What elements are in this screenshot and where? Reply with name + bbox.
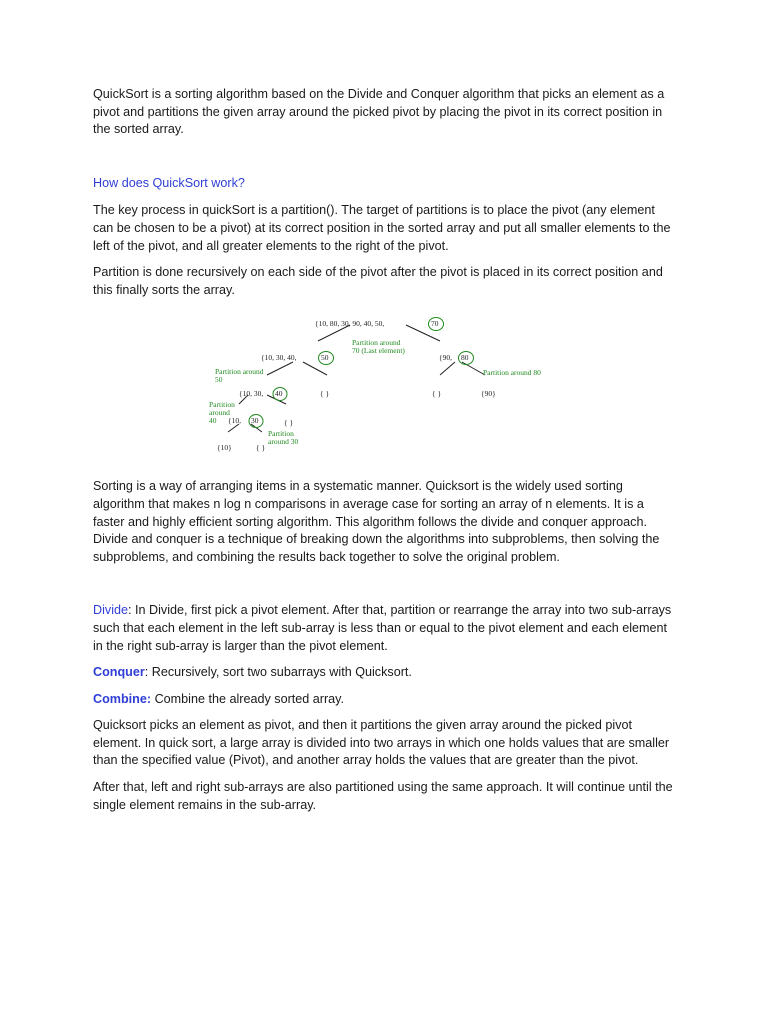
paragraph-sorting: Sorting is a way of arranging items in a systematic manner. Quicksort is the widely used sorting algorithm that makes n log n comparisons in average case for sorting an array of n elements. It is a faster and highly efficient sorting algorithm. This algorithm follows the divide and conquer approach. Divide and conquer is a technique of breaking down the algorithms into subproblems, then solving the subproblems, and combining the results back together to solve the original problem. bbox=[93, 479, 660, 564]
paragraph-partition: The key process in quickSort is a partition(). The target of partitions is to place the pivot (any element can be chosen to be a pivot) at its correct position in the sorted array and put all smaller elements to the left of the pivot, and all greater elements to the right of the pivot. bbox=[93, 203, 671, 253]
lll-array: {10, bbox=[228, 416, 241, 426]
label-partition-30-line1: Partition bbox=[268, 429, 294, 439]
label-partition-50-line2: 50 bbox=[215, 375, 223, 385]
edge-right-rl bbox=[440, 362, 455, 375]
term-conquer: Conquer bbox=[93, 665, 145, 680]
label-partition-50-line1: Partition around bbox=[215, 367, 264, 377]
paragraph-combine bbox=[93, 691, 678, 709]
document-page bbox=[93, 86, 678, 814]
quicksort-diagram-container bbox=[93, 308, 678, 478]
ll-pivot: 40 bbox=[275, 389, 283, 399]
term-divide: Divide bbox=[93, 603, 128, 618]
root-array: {10, 80, 30, 90, 40, 50, bbox=[315, 319, 385, 329]
label-partition-70-line1: Partition around bbox=[352, 338, 401, 348]
edge-lll-leaf10 bbox=[228, 424, 239, 432]
leaf-empty: { } bbox=[256, 443, 266, 453]
label-partition-70-line2: 70 (Last element) bbox=[352, 346, 405, 356]
divide-text: : In Divide, first pick a pivot element. After that, partition or rearrange the array into two sub-arrays such that each element in the left sub-array is less than or equal to the pivot element and each element in the right sub-array is larger than the pivot element. bbox=[93, 603, 672, 653]
term-combine: Combine: bbox=[93, 691, 152, 706]
paragraph-recursive: Partition is done recursively on each side of the pivot after the pivot is placed in its correct position and this finally sorts the array. bbox=[93, 265, 663, 297]
paragraph-pivot: Quicksort picks an element as pivot, and then it partitions the given array around the picked pivot element. In quick sort, a large array is divided into two arrays in which one holds values that are smaller than the specified value (Pivot), and another array holds the values that are greater than the pivot. bbox=[93, 718, 670, 768]
label-partition-40-line1: Partition bbox=[209, 400, 235, 410]
left-pivot: 50 bbox=[321, 353, 329, 363]
conquer-text: : Recursively, sort two subarrays with Quicksort. bbox=[144, 665, 412, 680]
left-array: {10, 30, 40, bbox=[261, 353, 297, 363]
combine-text: Combine the already sorted array. bbox=[151, 691, 345, 706]
rl-empty: { } bbox=[432, 389, 442, 399]
ll-array: {10, 30, bbox=[239, 389, 264, 399]
llr-empty: { } bbox=[284, 418, 294, 428]
lr-empty: { } bbox=[320, 389, 330, 399]
label-partition-30-line2: around 30 bbox=[268, 437, 299, 447]
edge-right-rr bbox=[462, 362, 485, 375]
edge-lll-leafempty bbox=[251, 424, 262, 432]
paragraph-divide bbox=[93, 602, 678, 655]
paragraph-conquer bbox=[93, 664, 678, 682]
leaf-10: {10} bbox=[217, 443, 232, 453]
intro-paragraph: QuickSort is a sorting algorithm based on the Divide and Conquer algorithm that picks an element as a pivot and partitions the given array around the picked pivot by placing the pivot in its correct position in the sorted array. bbox=[93, 87, 665, 137]
edge-left-ll bbox=[267, 362, 293, 375]
section-heading: How does QuickSort work? bbox=[93, 175, 245, 190]
right-pivot: 80 bbox=[461, 353, 469, 363]
root-pivot: 70 bbox=[431, 319, 439, 329]
label-partition-40-line3: 40 bbox=[209, 416, 217, 426]
label-partition-80: Partition around 80 bbox=[483, 368, 541, 378]
label-partition-40-line2: around bbox=[209, 408, 230, 418]
lll-pivot: 30 bbox=[251, 416, 259, 426]
paragraph-subarrays: After that, left and right sub-arrays are also partitioned using the same approach. It will continue until the single element remains in the sub-array. bbox=[93, 780, 673, 812]
right-array: {90, bbox=[439, 353, 452, 363]
rr-array: {90} bbox=[481, 389, 496, 399]
quicksort-tree-diagram bbox=[93, 308, 678, 478]
